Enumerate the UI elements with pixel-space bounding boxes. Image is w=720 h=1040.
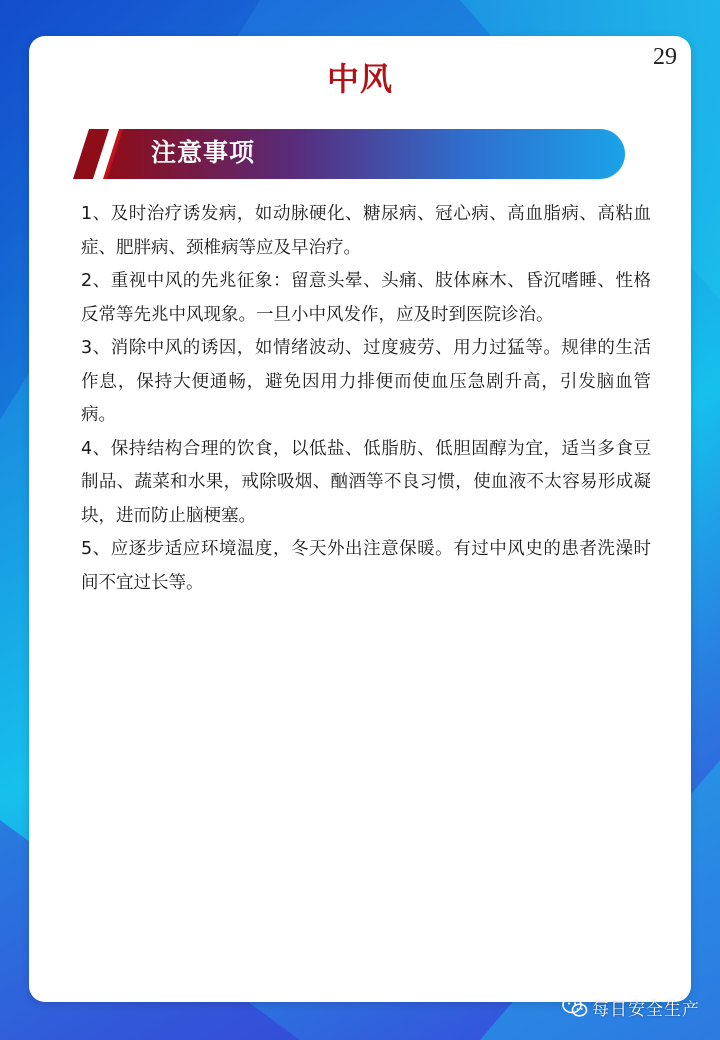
list-item: 5、应逐步适应环境温度，冬天外出注意保暖。有过中风史的患者洗澡时间不宜过长等。 (81, 539, 651, 593)
content-card (29, 36, 691, 1002)
section-heading: 注意事项 (151, 138, 256, 167)
footer-watermark (562, 992, 700, 1022)
list-item: 3、消除中风的诱因，如情绪波动、过度疲劳、用力过猛等。规律的生活作息，保持大便通畅，避免因用力排便而使血压急剧升高，引发脑血管病。 (81, 338, 651, 425)
notes-list (81, 198, 651, 600)
footer-source: 每日安全生产 (592, 999, 700, 1020)
list-item: 1、及时治疗诱发病，如动脉硬化、糖尿病、冠心病、高血脂病、高粘血症、肥胖病、颈椎病等应及早治疗。 (81, 204, 651, 258)
wechat-icon (562, 996, 588, 1018)
list-item: 2、重视中风的先兆征象：留意头晕、头痛、肢体麻木、昏沉嗜睡、性格反常等先兆中风现象。一旦小中风发作，应及时到医院诊治。 (81, 271, 651, 325)
page-number: 29 (653, 44, 677, 70)
list-item: 4、保持结构合理的饮食，以低盐、低脂肪、低胆固醇为宜，适当多食豆制品、蔬菜和水果，戒除吸烟、酗酒等不良习惯，使血液不太容易形成凝块，进而防止脑梗塞。 (81, 438, 651, 526)
page-title: 中风 (326, 60, 393, 98)
